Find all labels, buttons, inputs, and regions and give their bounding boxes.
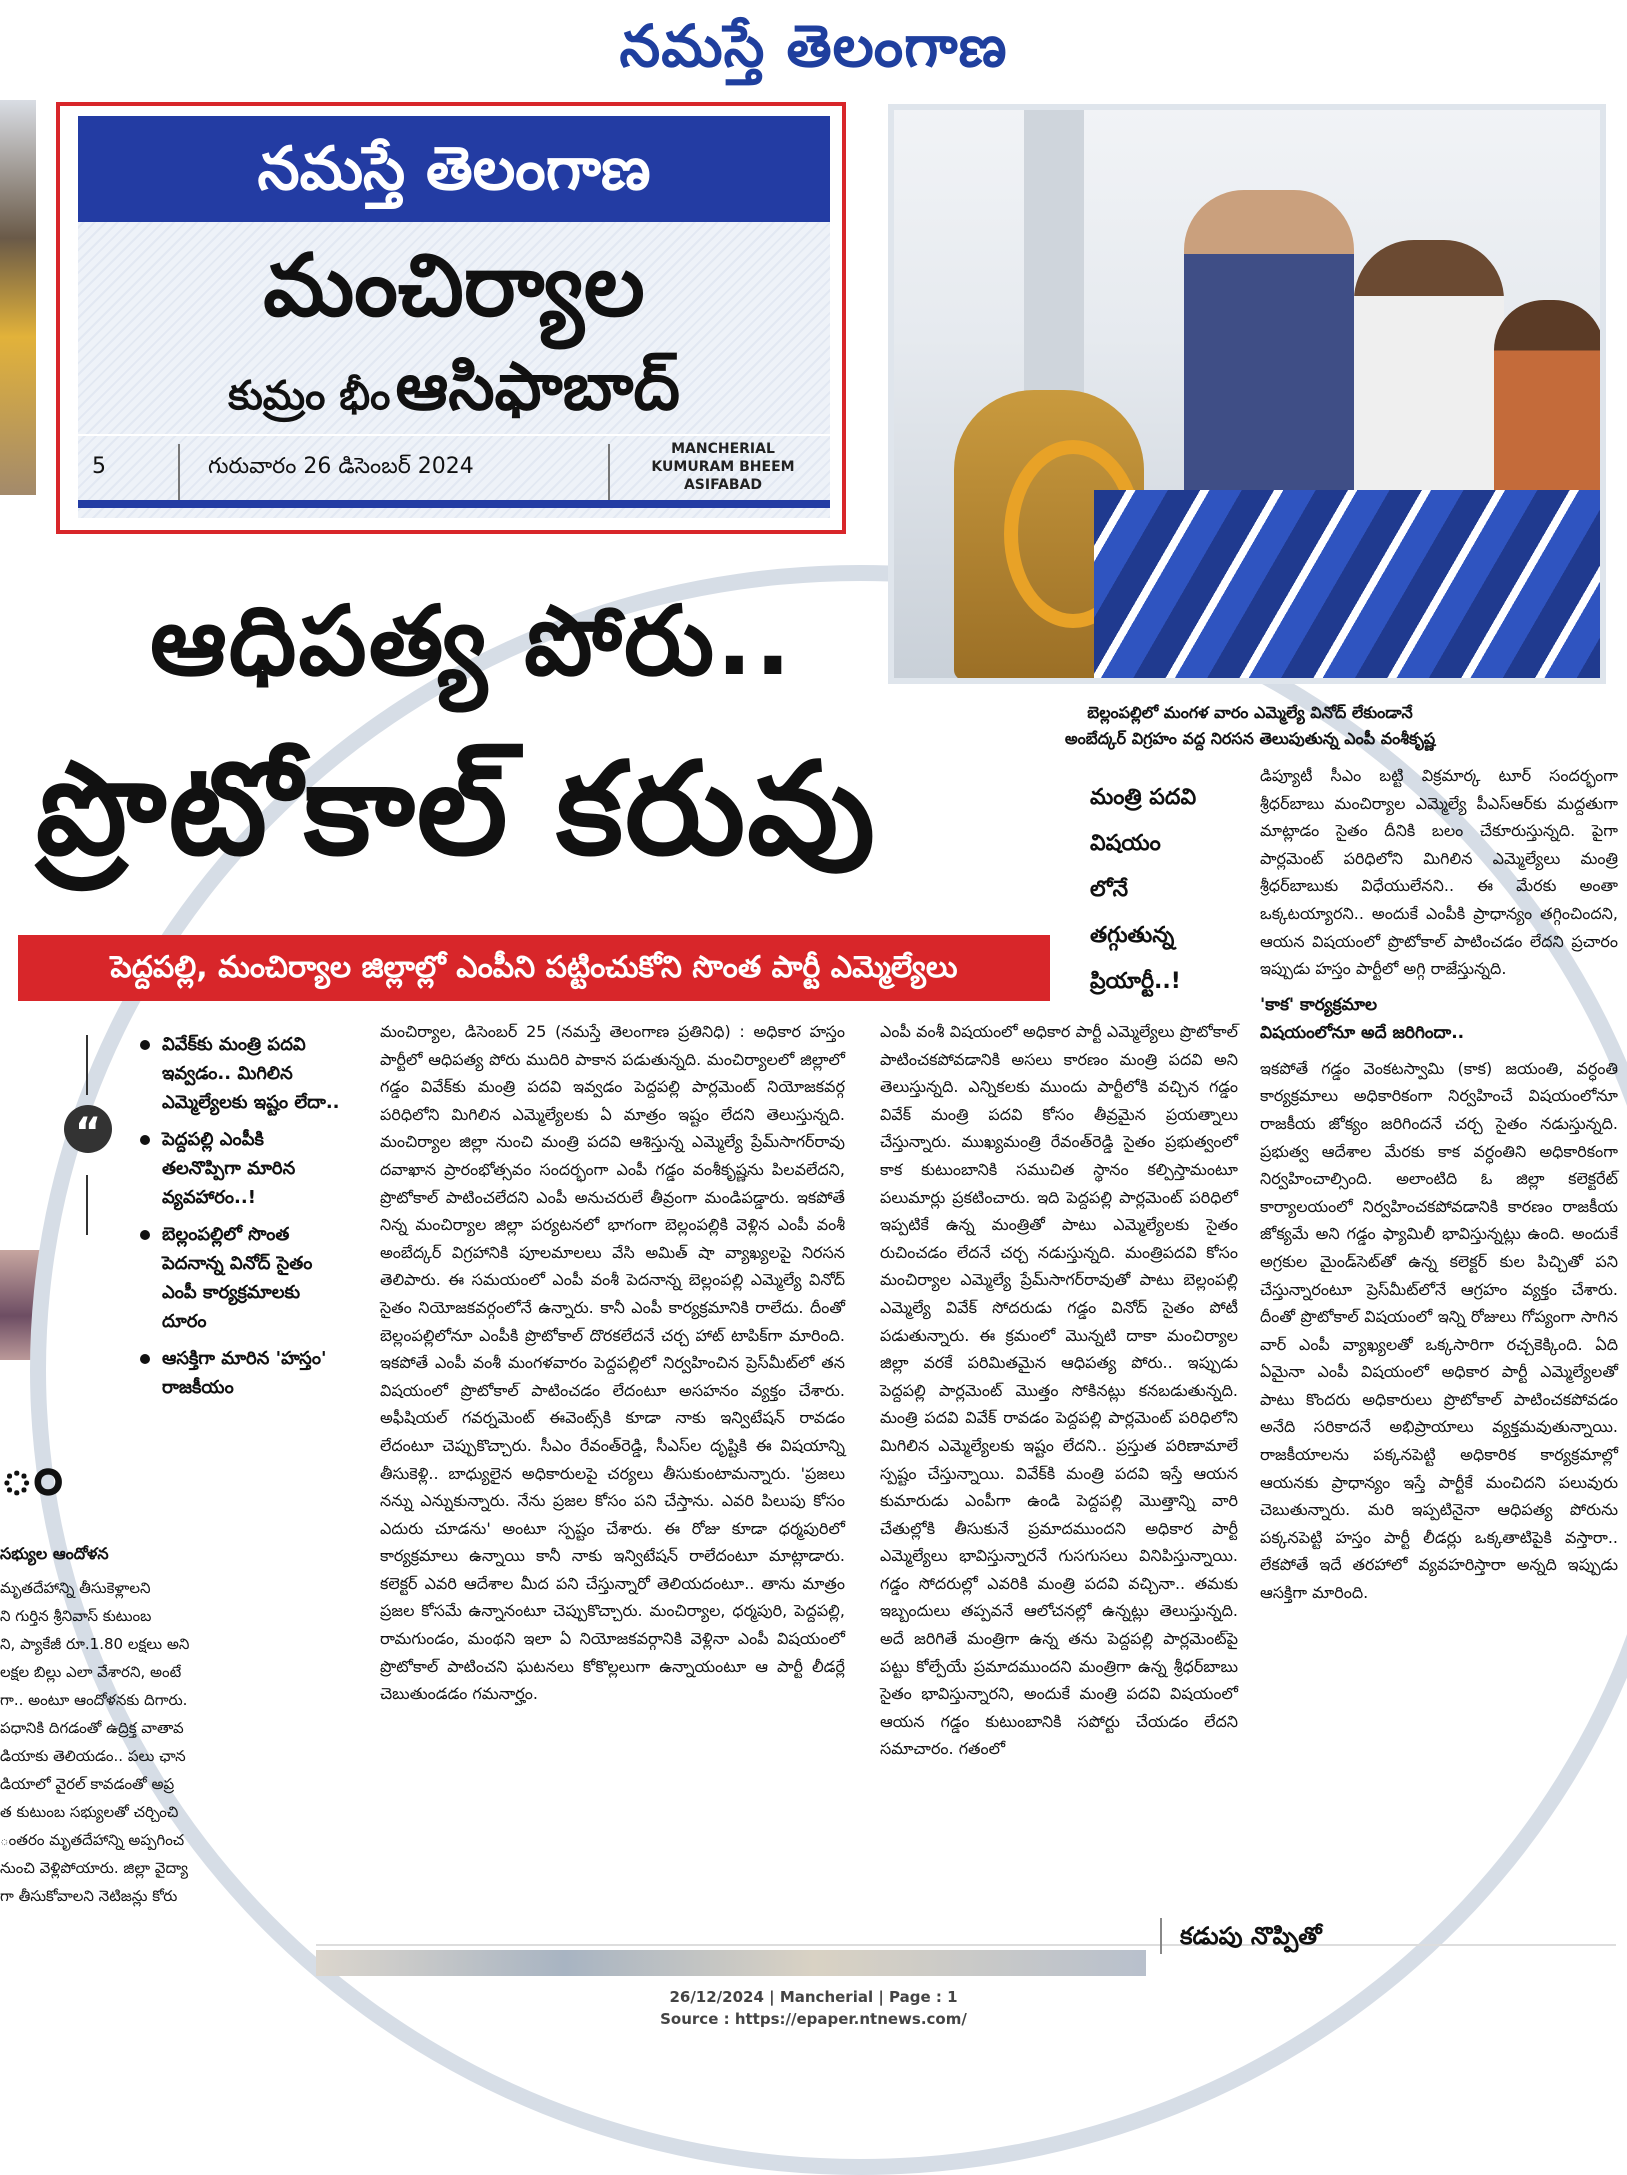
news-photo bbox=[888, 104, 1606, 684]
highlight-text: ఆసక్తిగా మారిన 'హస్తం' రాజకీయం bbox=[162, 1348, 327, 1398]
edition-sub-big: ఆసిఫాబాద్ bbox=[395, 348, 680, 425]
edition-band-title: నమస్తే తెలంగాణ bbox=[78, 116, 830, 222]
edition-panel bbox=[78, 116, 830, 518]
caption-line: అంబేద్కర్ విగ్రహం వద్ద నిరసన తెలుపుతున్న ఎంపీ వంశీకృష్ణ bbox=[1064, 729, 1436, 748]
bottom-article-heading: కడుపు నొప్పితో bbox=[1180, 1922, 1322, 1950]
footer-line: Source : https://epaper.ntnews.com/ bbox=[660, 2010, 967, 2028]
article-subhead bbox=[1260, 991, 1618, 1047]
bullet-icon bbox=[140, 1040, 150, 1050]
article-column-3 bbox=[1260, 762, 1618, 1607]
photo-platform bbox=[1094, 490, 1606, 684]
subheadline-strip: పెద్దపల్లి, మంచిర్యాల జిల్లాల్లో ఎంపీని పట్టించుకోని సొంత పార్టీ ఎమ్మెల్యేలు bbox=[18, 935, 1050, 1001]
caption-line: బెల్లంపల్లిలో మంగళ వారం ఎమ్మెల్యే వినోద్ లేకుండానే bbox=[1087, 703, 1413, 722]
article-text: ఎంపీ వంశీ విషయంలో అధికార పార్టీ ఎమ్మెల్యేలు ప్రొటోకాల్ పాటించకపోవడానికి అసలు కారణం మంత్రి పదవి అని తెలుస్తున్నది. ఎన్నికలకు ముందు పార్టీలోకి వచ్చిన గడ్డం వివేక్ మంత్రి పదవి కోసం తీవ్రమైన ప్రయత్నాలు చేస్తున్నారు. ముఖ్యమంత్రి రేవంత్‌రెడ్డి సైతం ప్రభుత్వంలో కాక కుటుంబానికి సముచిత స్థానం కల్పిస్తామంటూ పలుమార్లు ప్రకటించారు. ఇది పెద్దపల్లి పార్లమెంట్ పరిధిలో ఇప్పటికే ఉన్న మంత్రితో పాటు ఎమ్మెల్యేలకు సైతం రుచించడం లేదనే చర్చ నడుస్తున్నది. మంత్రిపదవి కోసం మంచిర్యాల ఎమ్మెల్యే ప్రేమ్‌సాగర్‌రావుతో పాటు బెల్లంపల్లి ఎమ్మెల్యే వివేక్ సోదరుడు గడ్డం వినోద్ సైతం పోటీ పడుతున్నారు. ఈ క్రమంలో మొన్నటి దాకా మంచిర్యాల జిల్లా వరకే పరిమితమైన ఆధిపత్య పోరు.. ఇప్పుడు పెద్దపల్లి పార్లమెంట్ మొత్తం సోకినట్లు కనబడుతున్నది. మంత్రి పదవి వివేక్ రావడం పెద్దపల్లి పార్లమెంట్ పరిధిలోని మిగిలిన ఎమ్మెల్యేలకు ఇష్టం లేదని.. ప్రస్తుత పరిణామాలే స్పష్టం చేస్తున్నాయి. వివేక్‌కి మంత్రి పదవి ఇస్తే ఆయన కుమారుడు ఎంపీగా ఉండి పెద్దపల్లి మొత్తాన్ని వారి చేతుల్లోకి తీసుకునే ప్రమాదముందని అధికార పార్టీ ఎమ్మెల్యేలు భావిస్తున్నారనే గుసగుసలు వినిపిస్తున్నాయి. గడ్డం సోదరుల్లో ఎవరికి మంత్రి పదవి వచ్చినా.. తమకు ఇబ్బందులు తప్పవనే ఆలోచనల్లో ఉన్నట్లు తెలుస్తున్నది. అదే జరిగితే మంత్రిగా ఉన్న తను పెద్దపల్లి పార్లమెంట్‌పై పట్టు కోల్పేయే ప్రమాదముందని మంత్రిగా ఉన్న శ్రీధర్‌బాబు సైతం భావిస్తున్నారని, అందుకే మంత్రి పదవి విషయంలో ఆయన గడ్డం కుటుంబానికి సపోర్టు చేయడం లేదని సమాచారం. గతంలో bbox=[880, 1022, 1238, 1759]
highlight-text: బెల్లంపల్లిలో సొంత పెదనాన్న వినోద్ సైతం ఎంపీ కార్యక్రమాలకు దూరం bbox=[162, 1224, 313, 1332]
bullet-icon bbox=[140, 1230, 150, 1240]
region-line: MANCHERIAL bbox=[671, 441, 775, 457]
left-article bbox=[0, 1540, 232, 1910]
sidebar-quote bbox=[1090, 775, 1210, 1005]
divider bbox=[86, 1035, 88, 1095]
masthead-title: నమస్తే తెలంగాణ bbox=[619, 12, 1008, 80]
page-footer bbox=[0, 1986, 1627, 2030]
photo-person bbox=[1354, 240, 1504, 520]
photo-caption bbox=[900, 700, 1600, 752]
footer-line: 26/12/2024 | Mancherial | Page : 1 bbox=[669, 1988, 958, 2006]
divider bbox=[608, 444, 610, 500]
left-article-line: డియాలో వైరల్ కావడంతో అప్ర bbox=[0, 1775, 175, 1793]
left-article-line: డియాకు తెలియడం.. పలు ఛాన bbox=[0, 1747, 186, 1765]
divider bbox=[178, 444, 180, 500]
left-article-line: నుంచి వెళ్లిపోయారు. జిల్లా వైద్యా bbox=[0, 1859, 188, 1877]
bottom-photo-strip bbox=[316, 1950, 1146, 1976]
left-article-line: ంతరం మృతదేహాన్ని అప్పగించ bbox=[0, 1831, 185, 1849]
left-article-line: పధానికి దిగడంతో ఉద్రిక్త వాతావ bbox=[0, 1719, 184, 1737]
edition-subtitle bbox=[78, 348, 830, 441]
headline-line-1: ఆధిపత్య పోరు.. bbox=[150, 585, 794, 697]
edition-sub-small: కుమ్రం భీం bbox=[228, 373, 391, 419]
highlight-item bbox=[138, 1220, 348, 1336]
subhead-line: 'కాక' కార్యక్రమాల bbox=[1260, 994, 1378, 1015]
headline-line-2: ప్రొటోకాల్ కరువు bbox=[36, 735, 877, 884]
article-text: డిప్యూటీ సీఎం బట్టి విక్రమార్క టూర్ సందర్భంగా శ్రీధర్‌బాబు మంచిర్యాల ఎమ్మెల్యే పీఎస్‌ఆర్‌కు మద్దతుగా మాట్లాడం సైతం దీనికి బలం చేకూరుస్తున్నది. పైగా పార్లమెంట్ పరిధిలోని మిగిలిన ఎమ్మెల్యేలు మంత్రి శ్రీధర్‌బాబుకు విధేయులేనని.. ఈ మేరకు అంతా ఒక్కటయ్యారని.. అందుకే ఎంపీకి ప్రాధాన్యం తగ్గించిందని, ఆయన విషయంలో ప్రొటోకాల్ పాటించడం లేదని ప్రచారం ఇప్పుడు హస్తం పార్టీలో అగ్గి రాజేస్తున్నది. bbox=[1260, 766, 1618, 979]
divider bbox=[86, 1175, 88, 1235]
sidebar-quote-line: తగ్గుతున్న bbox=[1090, 923, 1175, 948]
left-article-subhead: సభ్యుల ఆందోళన bbox=[0, 1544, 109, 1563]
highlight-text: వివేక్‌కు మంత్రి పదవి ఇవ్వడం.. మిగిలిన ఎమ్మెల్యేలకు ఇష్టం లేదా.. bbox=[162, 1034, 340, 1113]
region-line: ASIFABAD bbox=[683, 477, 763, 493]
left-article-line: లక్షల బిల్లు ఎలా వేశారని, అంటే bbox=[0, 1663, 182, 1681]
edition-footer bbox=[78, 434, 830, 508]
subhead-line: విషయంలోనూ అదే జరిగిందా.. bbox=[1260, 1022, 1465, 1043]
article-text: ఇకపోతే గడ్డం వెంకటస్వామి (కాక) జయంతి, వర్ధంతి కార్యక్రమాలు అధికారికంగా నిర్వహించే విషయంలోనూ రాజకీయ జోక్యం జరిగిందనే చర్చ సైతం నడుస్తున్నది. ప్రభుత్వ ఆదేశాల మేరకు కాక వర్ధంతిని అధికారికంగా నిర్వహించాల్సింది. అలాంటిది ఓ జిల్లా కలెక్టరేట్ కార్యాలయంలో నిర్వహించకపోవడానికి కారణం రాజకీయ జోక్యమే అని గడ్డం ఫ్యామిలీ భావిస్తున్నట్లు ఉంది. అందుకే అగ్రకుల మైండ్‌సెట్‌తో ఉన్న కలెక్టర్ కుల పిచ్చితో పని చేస్తున్నారంటూ ప్రెస్‌మీట్‌లోనే ఆగ్రహం వ్యక్తం చేశారు. దీంతో ప్రొటోకాల్ విషయంలో ఇన్ని రోజులు గోప్యంగా సాగిన వార్ ఎంపీ వ్యాఖ్యలతో ఒక్కసారిగా రచ్చకెక్కింది. ఏది ఏమైనా ఎంపీ విషయంలో అధికార పార్టీ ఎమ్మెల్యేలతో పాటు కొందరు అధికారులు ప్రొటోకాల్ పాటించకపోవడం అనేది సరికాదనే అభిప్రాయాలు వ్యక్తమవుతున్నాయి. రాజకీయాలను పక్కనపెట్టి అధికారిక కార్యక్రమాల్లో ఆయనకు ప్రాధాన్యం ఇస్తే పార్టీకే మంచిదని పలువురు చెబుతున్నారు. మరి ఇప్పటినైనా ఆధిపత్య పోరును పక్కనపెట్టి హస్తం పార్టీ లీడర్లు ఒక్కతాటిపైకి వస్తారా.. లేకపోతే ఇదే తరహాలో వ్యవహరిస్తారా అన్నది ఇప్పుడు ఆసక్తిగా మారింది. bbox=[1260, 1058, 1618, 1603]
bullet-icon bbox=[140, 1135, 150, 1145]
highlights-list bbox=[138, 1030, 348, 1410]
sidebar-quote-line: లోనే bbox=[1090, 877, 1129, 902]
highlight-item bbox=[138, 1344, 348, 1402]
left-article-heading: ం bbox=[0, 1440, 63, 1508]
edition-box bbox=[56, 102, 846, 534]
quote-icon: “ bbox=[64, 1105, 112, 1153]
sidebar-quote-line: మంత్రి పదవి bbox=[1090, 785, 1197, 810]
region-line: KUMURAM BHEEM bbox=[651, 459, 795, 475]
left-article-line: ని, ప్యాకేజీ రూ.1.80 లక్షలు అని bbox=[0, 1635, 190, 1653]
edition-date: గురువారం 26 డిసెంబర్ 2024 bbox=[208, 454, 474, 479]
article-column-2 bbox=[880, 1018, 1238, 1763]
highlight-item bbox=[138, 1030, 348, 1117]
bullet-icon bbox=[140, 1354, 150, 1364]
left-article-line: గా తీసుకోవాలని నెటిజన్లు కోరు bbox=[0, 1887, 178, 1905]
divider bbox=[1160, 1918, 1162, 1954]
article-column-1 bbox=[380, 1018, 845, 1708]
divider bbox=[316, 1944, 1616, 1946]
left-article-line: ని గుర్తిన శ్రీనివాస్ కుటుంబ bbox=[0, 1607, 152, 1625]
left-article-line: త కుటుంబ సభ్యులతో చర్చించి bbox=[0, 1803, 179, 1821]
page-number: 5 bbox=[92, 454, 106, 479]
photo-pillar bbox=[1024, 110, 1084, 410]
sidebar-quote-line: విషయం bbox=[1090, 831, 1161, 856]
highlight-text: పెద్దపల్లి ఎంపీకి తలనొప్పిగా మారిన వ్యవహారం..! bbox=[162, 1129, 296, 1208]
sidebar-quote-line: ప్రియార్టీ..! bbox=[1090, 969, 1181, 994]
edition-bottom-bar bbox=[78, 500, 830, 508]
highlight-item bbox=[138, 1125, 348, 1212]
edition-region bbox=[623, 440, 823, 494]
article-text: మంచిర్యాల, డిసెంబర్ 25 (నమస్తే తెలంగాణ ప్రతినిధి) : అధికార హస్తం పార్టీలో ఆధిపత్య పోరు ముదిరి పాకాన పడుతున్నది. మంచిర్యాలలో జిల్లాలో గడ్డం వివేక్‌కు మంత్రి పదవి ఇవ్వడం పెద్దపల్లి పార్లమెంట్ నియోజకవర్గ పరిధిలోని మిగిలిన ఎమ్మెల్యేలకు ఏ మాత్రం ఇష్టం లేదని తెలుస్తున్నది. మంచిర్యాల జిల్లా నుంచి మంత్రి పదవి ఆశిస్తున్న ఎమ్మెల్యే ప్రేమ్‌సాగర్‌రావు దవాఖాన ప్రారంభోత్సవం సందర్భంగా ఎంపీ గడ్డం వంశీకృష్ణను పిలవలేదని, ప్రొటోకాల్ పాటించలేదని ఎంపీ అనుచరులే తీవ్రంగా మండిపడ్డారు. ఇకపోతే నిన్న మంచిర్యాల జిల్లా పర్యటనలో భాగంగా బెల్లంపల్లికి వెళ్లిన ఎంపీ వంశీ అంబేద్కర్ విగ్రహానికి పూలమాలలు వేసి అమిత్ షా వ్యాఖ్యలపై నిరసన తెలిపారు. ఈ సమయంలో ఎంపీ వంశీ పెదనాన్న బెల్లంపల్లి ఎమ్మెల్యే వినోద్ సైతం నియోజకవర్గంలోనే ఉన్నారు. కానీ ఎంపీ కార్యక్రమానికి రాలేదు. దీంతో బెల్లంపల్లిలోనూ ఎంపీకి ప్రొటోకాల్ దొరకలేదనే చర్చ హాట్ టాపిక్‌గా మారింది. ఇకపోతే ఎంపీ వంశీ మంగళవారం పెద్దపల్లిలో నిర్వహించిన ప్రెస్‌మీట్‌లో తన విషయంలో ప్రొటోకాల్ పాటించడం లేదంటూ అసహనం వ్యక్తం చేశారు. అఫీషియల్ గవర్నమెంట్ ఈవెంట్స్‌కి కూడా నాకు ఇన్విటేషన్ రావడం లేదంటూ చెప్పుకొచ్చారు. సీఎం రేవంత్‌రెడ్డి, సీఎస్‌ల దృష్టికి ఈ విషయాన్ని తీసుకెళ్లి.. బాధ్యులైన అధికారులపై చర్యలు తీసుకుంటామన్నారు. 'ప్రజలు నన్ను ఎన్నుకున్నారు. నేను ప్రజల కోసం పని చేస్తాను. ఎవరి పిలుపు కోసం ఎదురు చూడను' అంటూ స్పష్టం చేశారు. ఈ రోజు కూడా ధర్మపురిలో కార్యక్రమాలు ఉన్నాయి కానీ నాకు ఇన్విటేషన్ రాలేదంటూ మాట్లాడారు. కలెక్టర్ ఎవరి ఆదేశాల మీద పని చేస్తున్నారో తెలియదంటూ.. తాను మాత్రం ప్రజల కోసమే ఉన్నానంటూ చెప్పుకొచ్చారు. మంచిర్యాల, ధర్మపురి, పెద్దపల్లి, రామగుండం, మంథని ఇలా ఏ నియోజకవర్గానికి వెళ్లినా ఎంపీ విషయంలో ప్రొటోకాల్ పాటించని ఘటనలు కోకొల్లలుగా ఉన్నాయంటూ ఆ పార్టీ లీడర్లే చెబుతుండడం గమనార్హం. bbox=[380, 1022, 845, 1704]
edition-city: మంచిర్యాల bbox=[263, 236, 645, 336]
left-edge-photo bbox=[0, 100, 36, 495]
photo-person bbox=[1184, 190, 1354, 510]
left-article-line: గా.. అంటూ ఆందోళనకు దిగారు. bbox=[0, 1691, 188, 1709]
left-article-line: మృతదేహాన్ని తీసుకెళ్లాలని bbox=[0, 1579, 151, 1597]
